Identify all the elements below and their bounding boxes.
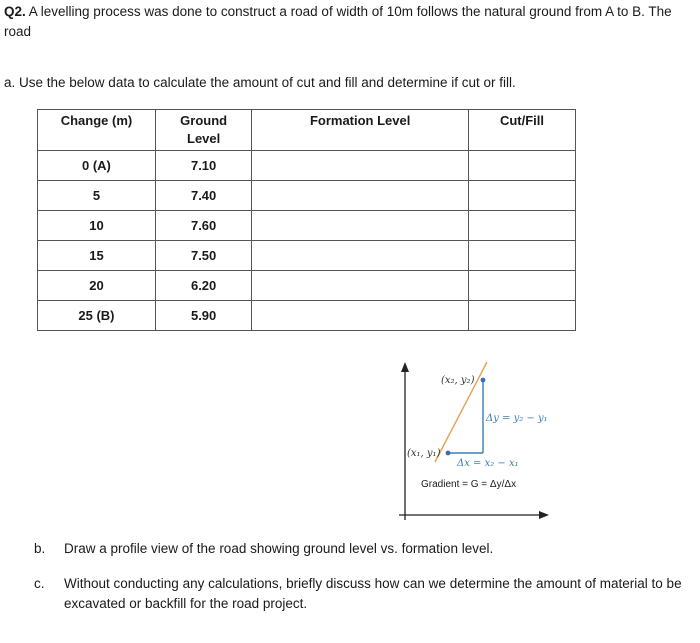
question-text <box>4 2 698 42</box>
delta-y-label: Δy = y₂ − y₁ <box>486 413 548 424</box>
cell-change: 10 <box>38 211 156 241</box>
point-1-label: (x₁, y₁) <box>407 448 441 459</box>
table-header-row <box>38 110 576 151</box>
header-cut-fill: Cut/Fill <box>468 110 575 151</box>
part-a-instruction: a. Use the below data to calculate the amount of cut and fill and determine if cut or fill. <box>4 75 516 90</box>
gradient-caption: Gradient = G = Δy/Δx <box>421 479 517 490</box>
cell-cut-fill <box>468 271 575 301</box>
table-row <box>38 241 576 271</box>
header-ground-level <box>155 110 251 151</box>
cell-formation <box>252 301 469 331</box>
question-body: A levelling process was done to construct a road of width of 10m follows the natural ground from A to B. The road <box>4 4 672 39</box>
header-formation-level: Formation Level <box>252 110 469 151</box>
y-axis-arrow-icon <box>401 362 409 372</box>
part-c-label: c. <box>34 576 45 591</box>
cell-formation <box>252 181 469 211</box>
cell-ground: 5.90 <box>155 301 251 331</box>
part-c-text: Without conducting any calculations, briefly discuss how can we determine the amount of material to be excavated or backfill for the road project. <box>64 576 682 611</box>
cell-ground: 7.60 <box>155 211 251 241</box>
gradient-diagram <box>395 360 555 525</box>
cell-formation <box>252 241 469 271</box>
table-row <box>38 181 576 211</box>
table-row <box>38 151 576 181</box>
levelling-table <box>37 109 576 331</box>
cell-cut-fill <box>468 241 575 271</box>
cell-change: 0 (A) <box>38 151 156 181</box>
part-b-text: Draw a profile view of the road showing ground level vs. formation level. <box>64 541 494 556</box>
cell-cut-fill <box>468 301 575 331</box>
cell-cut-fill <box>468 211 575 241</box>
point-1 <box>446 451 451 456</box>
delta-x-label: Δx = x₂ − x₁ <box>457 458 519 469</box>
cell-formation <box>252 151 469 181</box>
cell-formation <box>252 211 469 241</box>
cell-change: 15 <box>38 241 156 271</box>
cell-ground: 7.40 <box>155 181 251 211</box>
cell-cut-fill <box>468 151 575 181</box>
cell-ground: 7.50 <box>155 241 251 271</box>
cell-change: 25 (B) <box>38 301 156 331</box>
point-2 <box>481 378 486 383</box>
x-axis-arrow-icon <box>539 511 549 519</box>
header-ground-level-text: Ground Level <box>180 113 228 146</box>
table-row <box>38 211 576 241</box>
header-change: Change (m) <box>38 110 156 151</box>
table-row <box>38 271 576 301</box>
cell-formation <box>252 271 469 301</box>
point-2-label: (x₂, y₂) <box>441 375 475 386</box>
question-number: Q2. <box>4 4 26 19</box>
table-row <box>38 301 576 331</box>
cell-ground: 6.20 <box>155 271 251 301</box>
cell-change: 5 <box>38 181 156 211</box>
cell-change: 20 <box>38 271 156 301</box>
part-b-label: b. <box>34 541 46 556</box>
cell-ground: 7.10 <box>155 151 251 181</box>
cell-cut-fill <box>468 181 575 211</box>
